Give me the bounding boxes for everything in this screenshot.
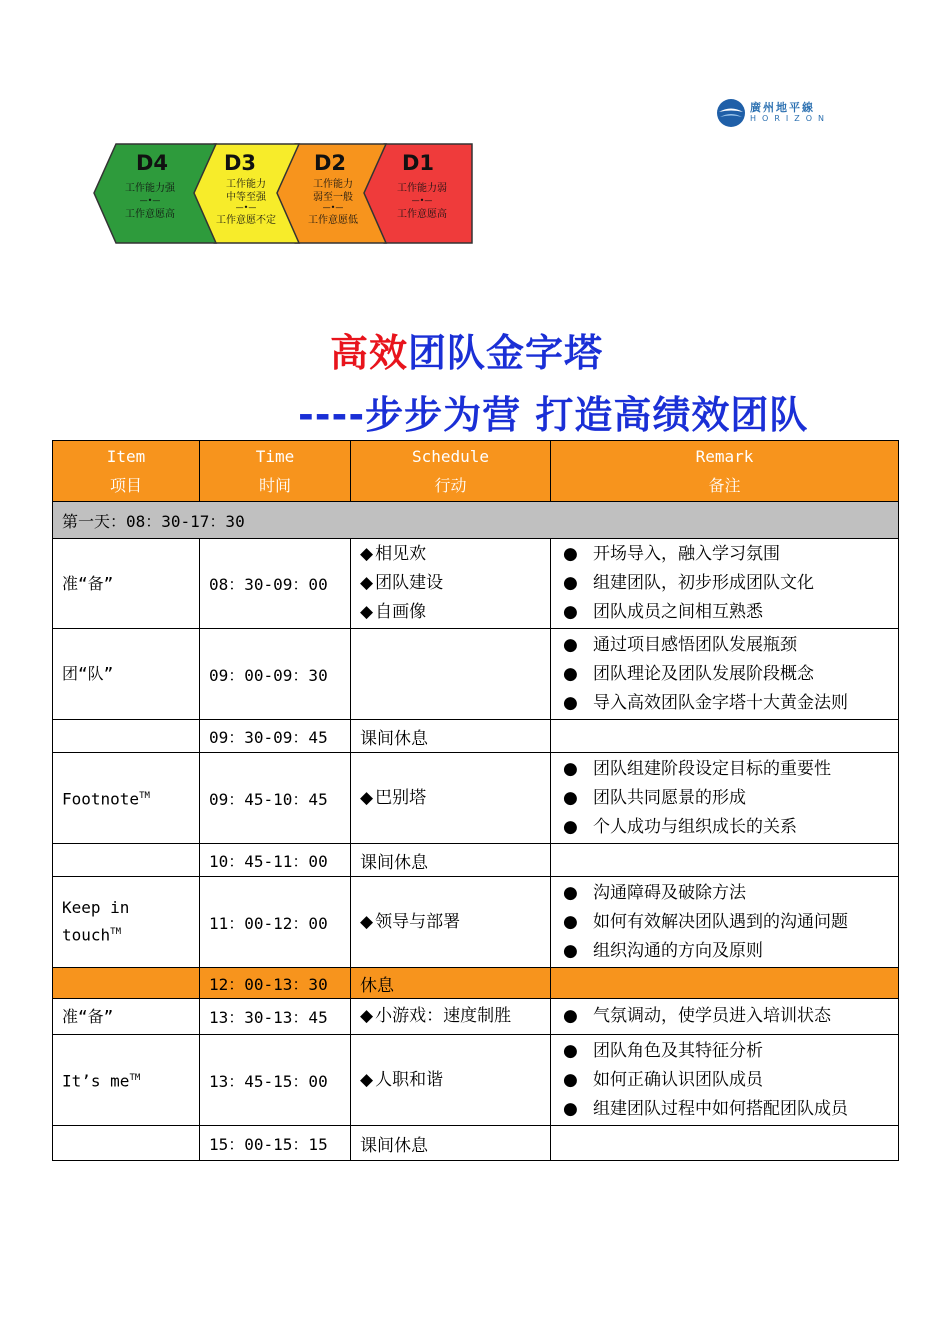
diamond-bullet-icon: ◆ <box>360 1069 374 1090</box>
row-schedule <box>351 539 551 629</box>
row-item-text: Keep in touch <box>62 898 130 945</box>
schedule-text: 休息 <box>360 975 394 996</box>
d3-line1: 工作能力 <box>226 179 266 190</box>
row-time: 13：30-13：45 <box>200 999 351 1035</box>
row-remark <box>551 1126 899 1161</box>
diamond-bullet-icon: ◆ <box>360 573 374 593</box>
row-time: 08：30-09：00 <box>200 539 351 629</box>
logo-name-cn: 廣州地平線 <box>750 101 815 114</box>
table-row <box>53 1035 899 1126</box>
row-remark <box>551 753 899 844</box>
d1-label: D1 <box>402 151 435 175</box>
d3-line2: 中等至强 <box>226 192 266 203</box>
dot-bullet-icon: ● <box>563 602 578 622</box>
row-item-text: 准“备” <box>62 1006 114 1026</box>
schedule-text: 课间休息 <box>360 1135 428 1156</box>
table-row <box>53 753 899 844</box>
title-blue-part: 团队金字塔 <box>408 331 604 375</box>
logo-name-en: HORIZON <box>750 114 830 123</box>
d3-separator: —•— <box>235 203 257 212</box>
trademark-mark: TM <box>110 927 122 938</box>
dot-bullet-icon: ● <box>563 692 578 713</box>
header-time: Time 时间 <box>200 441 351 502</box>
d4-label: D4 <box>136 151 169 175</box>
remark-item: ● 组织沟通的方向及原则 <box>560 937 889 966</box>
row-time: 10：45-11：00 <box>200 844 351 877</box>
dot-bullet-icon: ● <box>563 1069 578 1090</box>
row-item <box>53 844 200 877</box>
d2-line3: 工作意愿低 <box>308 215 358 226</box>
remark-list <box>560 540 889 627</box>
horizon-logo <box>716 96 836 130</box>
header-remark: Remark 备注 <box>551 441 899 502</box>
row-item <box>53 629 200 720</box>
remark-item: ● 团队共同愿景的形成 <box>560 784 889 813</box>
remark-item: ● 组建团队，初步形成团队文化 <box>560 569 889 598</box>
row-remark <box>551 629 899 720</box>
remark-item: ● 导入高效团队金字塔十大黄金法则 <box>560 689 889 718</box>
row-schedule <box>351 1035 551 1126</box>
row-remark <box>551 539 899 629</box>
row-item <box>53 539 200 629</box>
row-item-text: Footnote <box>62 789 140 809</box>
remark-list <box>560 631 889 718</box>
schedule-list <box>360 784 541 813</box>
d1-line3: 工作意愿高 <box>397 209 447 220</box>
remark-list <box>560 879 889 966</box>
row-item <box>53 720 200 753</box>
row-item <box>53 753 200 844</box>
dot-bullet-icon: ● <box>563 544 578 564</box>
schedule-list <box>360 540 541 627</box>
d4-line3: 工作意愿高 <box>125 209 175 220</box>
remark-list <box>560 755 889 842</box>
dot-bullet-icon: ● <box>563 940 578 961</box>
remark-item: ● 如何正确认识团队成员 <box>560 1066 889 1095</box>
dot-bullet-icon: ● <box>563 1098 578 1119</box>
row-time: 13：45-15：00 <box>200 1035 351 1126</box>
schedule-list <box>360 1002 541 1031</box>
dot-bullet-icon: ● <box>563 663 578 684</box>
row-item <box>53 1035 200 1126</box>
table-header-row <box>53 441 899 502</box>
diamond-bullet-icon: ◆ <box>360 1006 374 1026</box>
dot-bullet-icon: ● <box>563 573 578 593</box>
dot-bullet-icon: ● <box>563 787 578 808</box>
diamond-bullet-icon: ◆ <box>360 544 374 564</box>
d2-line2: 弱至一般 <box>313 192 353 203</box>
d4-line1: 工作能力强 <box>125 183 175 194</box>
row-item <box>53 968 200 999</box>
remark-item: ● 通过项目感悟团队发展瓶颈 <box>560 631 889 660</box>
trademark-mark: TM <box>129 1073 141 1084</box>
schedule-text: 课间休息 <box>360 728 428 749</box>
row-schedule <box>351 877 551 968</box>
schedule-item: ◆ 团队建设 <box>360 573 444 593</box>
schedule-rows <box>53 539 899 1161</box>
row-schedule <box>351 999 551 1035</box>
trademark-mark: TM <box>139 791 150 802</box>
row-schedule <box>351 753 551 844</box>
day-label: 第一天：08：30-17：30 <box>53 502 899 539</box>
schedule-table <box>52 440 899 1161</box>
title-red-part: 高效 <box>330 331 409 375</box>
page-subtitle: ----步步为营 打造高绩效团队 <box>298 393 809 437</box>
table-row <box>53 1126 899 1161</box>
row-item <box>53 999 200 1035</box>
row-time: 11：00-12：00 <box>200 877 351 968</box>
row-remark <box>551 968 899 999</box>
dot-bullet-icon: ● <box>563 911 578 932</box>
remark-list <box>560 1002 889 1031</box>
day-row <box>53 502 899 539</box>
diamond-bullet-icon: ◆ <box>360 911 374 932</box>
d1-line1: 工作能力弱 <box>397 183 447 194</box>
schedule-item: ◆ 人职和谐 <box>360 1069 444 1090</box>
table-row <box>53 720 899 753</box>
remark-item: ● 组建团队过程中如何搭配团队成员 <box>560 1095 889 1124</box>
header-schedule: Schedule 行动 <box>351 441 551 502</box>
remark-item: ● 如何有效解决团队遇到的沟通问题 <box>560 908 889 937</box>
row-schedule <box>351 844 551 877</box>
remark-item: ● 团队理论及团队发展阶段概念 <box>560 660 889 689</box>
row-remark <box>551 877 899 968</box>
remark-item: ● 团队角色及其特征分析 <box>560 1037 889 1066</box>
row-schedule <box>351 1126 551 1161</box>
row-schedule <box>351 968 551 999</box>
header-item: Item 项目 <box>53 441 200 502</box>
table-row <box>53 844 899 877</box>
page-title <box>330 322 603 377</box>
schedule-list <box>360 908 541 937</box>
row-time: 09：00-09：30 <box>200 629 351 720</box>
d3-label: D3 <box>224 151 257 175</box>
row-item <box>53 1126 200 1161</box>
diamond-bullet-icon: ◆ <box>360 602 374 622</box>
table-row <box>53 629 899 720</box>
table-row <box>53 999 899 1035</box>
row-item-text: 团“队” <box>62 664 114 683</box>
schedule-item: ◆ 小游戏：速度制胜 <box>360 1006 512 1026</box>
row-schedule <box>351 629 551 720</box>
dot-bullet-icon: ● <box>563 882 578 903</box>
globe-logo-icon <box>716 98 746 128</box>
schedule-text: 课间休息 <box>360 852 428 873</box>
row-remark <box>551 999 899 1035</box>
row-item <box>53 877 200 968</box>
row-schedule <box>351 720 551 753</box>
diamond-bullet-icon: ◆ <box>360 787 374 808</box>
development-level-banner <box>92 143 474 245</box>
d2-line1: 工作能力 <box>313 179 353 190</box>
remark-item: ● 个人成功与组织成长的关系 <box>560 813 889 842</box>
dot-bullet-icon: ● <box>563 634 578 655</box>
remark-item: ● 团队组建阶段设定目标的重要性 <box>560 755 889 784</box>
dot-bullet-icon: ● <box>563 1006 578 1026</box>
row-remark <box>551 1035 899 1126</box>
row-item-text: 准“备” <box>62 573 114 593</box>
table-row <box>53 968 899 999</box>
schedule-item: ◆ 自画像 <box>360 602 427 622</box>
d2-separator: —•— <box>322 203 344 212</box>
row-remark <box>551 720 899 753</box>
schedule-item: ◆ 相见欢 <box>360 544 427 564</box>
schedule-item: ◆ 巴别塔 <box>360 787 427 808</box>
dot-bullet-icon: ● <box>563 816 578 837</box>
dot-bullet-icon: ● <box>563 1040 578 1061</box>
remark-item: ● 团队成员之间相互熟悉 <box>560 598 889 627</box>
row-time: 15：00-15：15 <box>200 1126 351 1161</box>
schedule-item: ◆ 领导与部署 <box>360 911 461 932</box>
remark-item: ● 沟通障碍及破除方法 <box>560 879 889 908</box>
remark-item: ● 气氛调动，使学员进入培训状态 <box>560 1002 889 1031</box>
row-time: 12：00-13：30 <box>200 968 351 999</box>
remark-item: ● 开场导入，融入学习氛围 <box>560 540 889 569</box>
table-row <box>53 539 899 629</box>
d2-label: D2 <box>314 151 347 175</box>
row-time: 09：30-09：45 <box>200 720 351 753</box>
row-item-text: It’s me <box>62 1071 130 1091</box>
row-time: 09：45-10：45 <box>200 753 351 844</box>
row-remark <box>551 844 899 877</box>
dot-bullet-icon: ● <box>563 758 578 779</box>
d1-separator: —•— <box>411 196 433 205</box>
remark-list <box>560 1037 889 1124</box>
d4-separator: —•— <box>139 196 161 205</box>
table-row <box>53 877 899 968</box>
schedule-list <box>360 1066 541 1095</box>
d3-line3: 工作意愿不定 <box>216 215 276 226</box>
